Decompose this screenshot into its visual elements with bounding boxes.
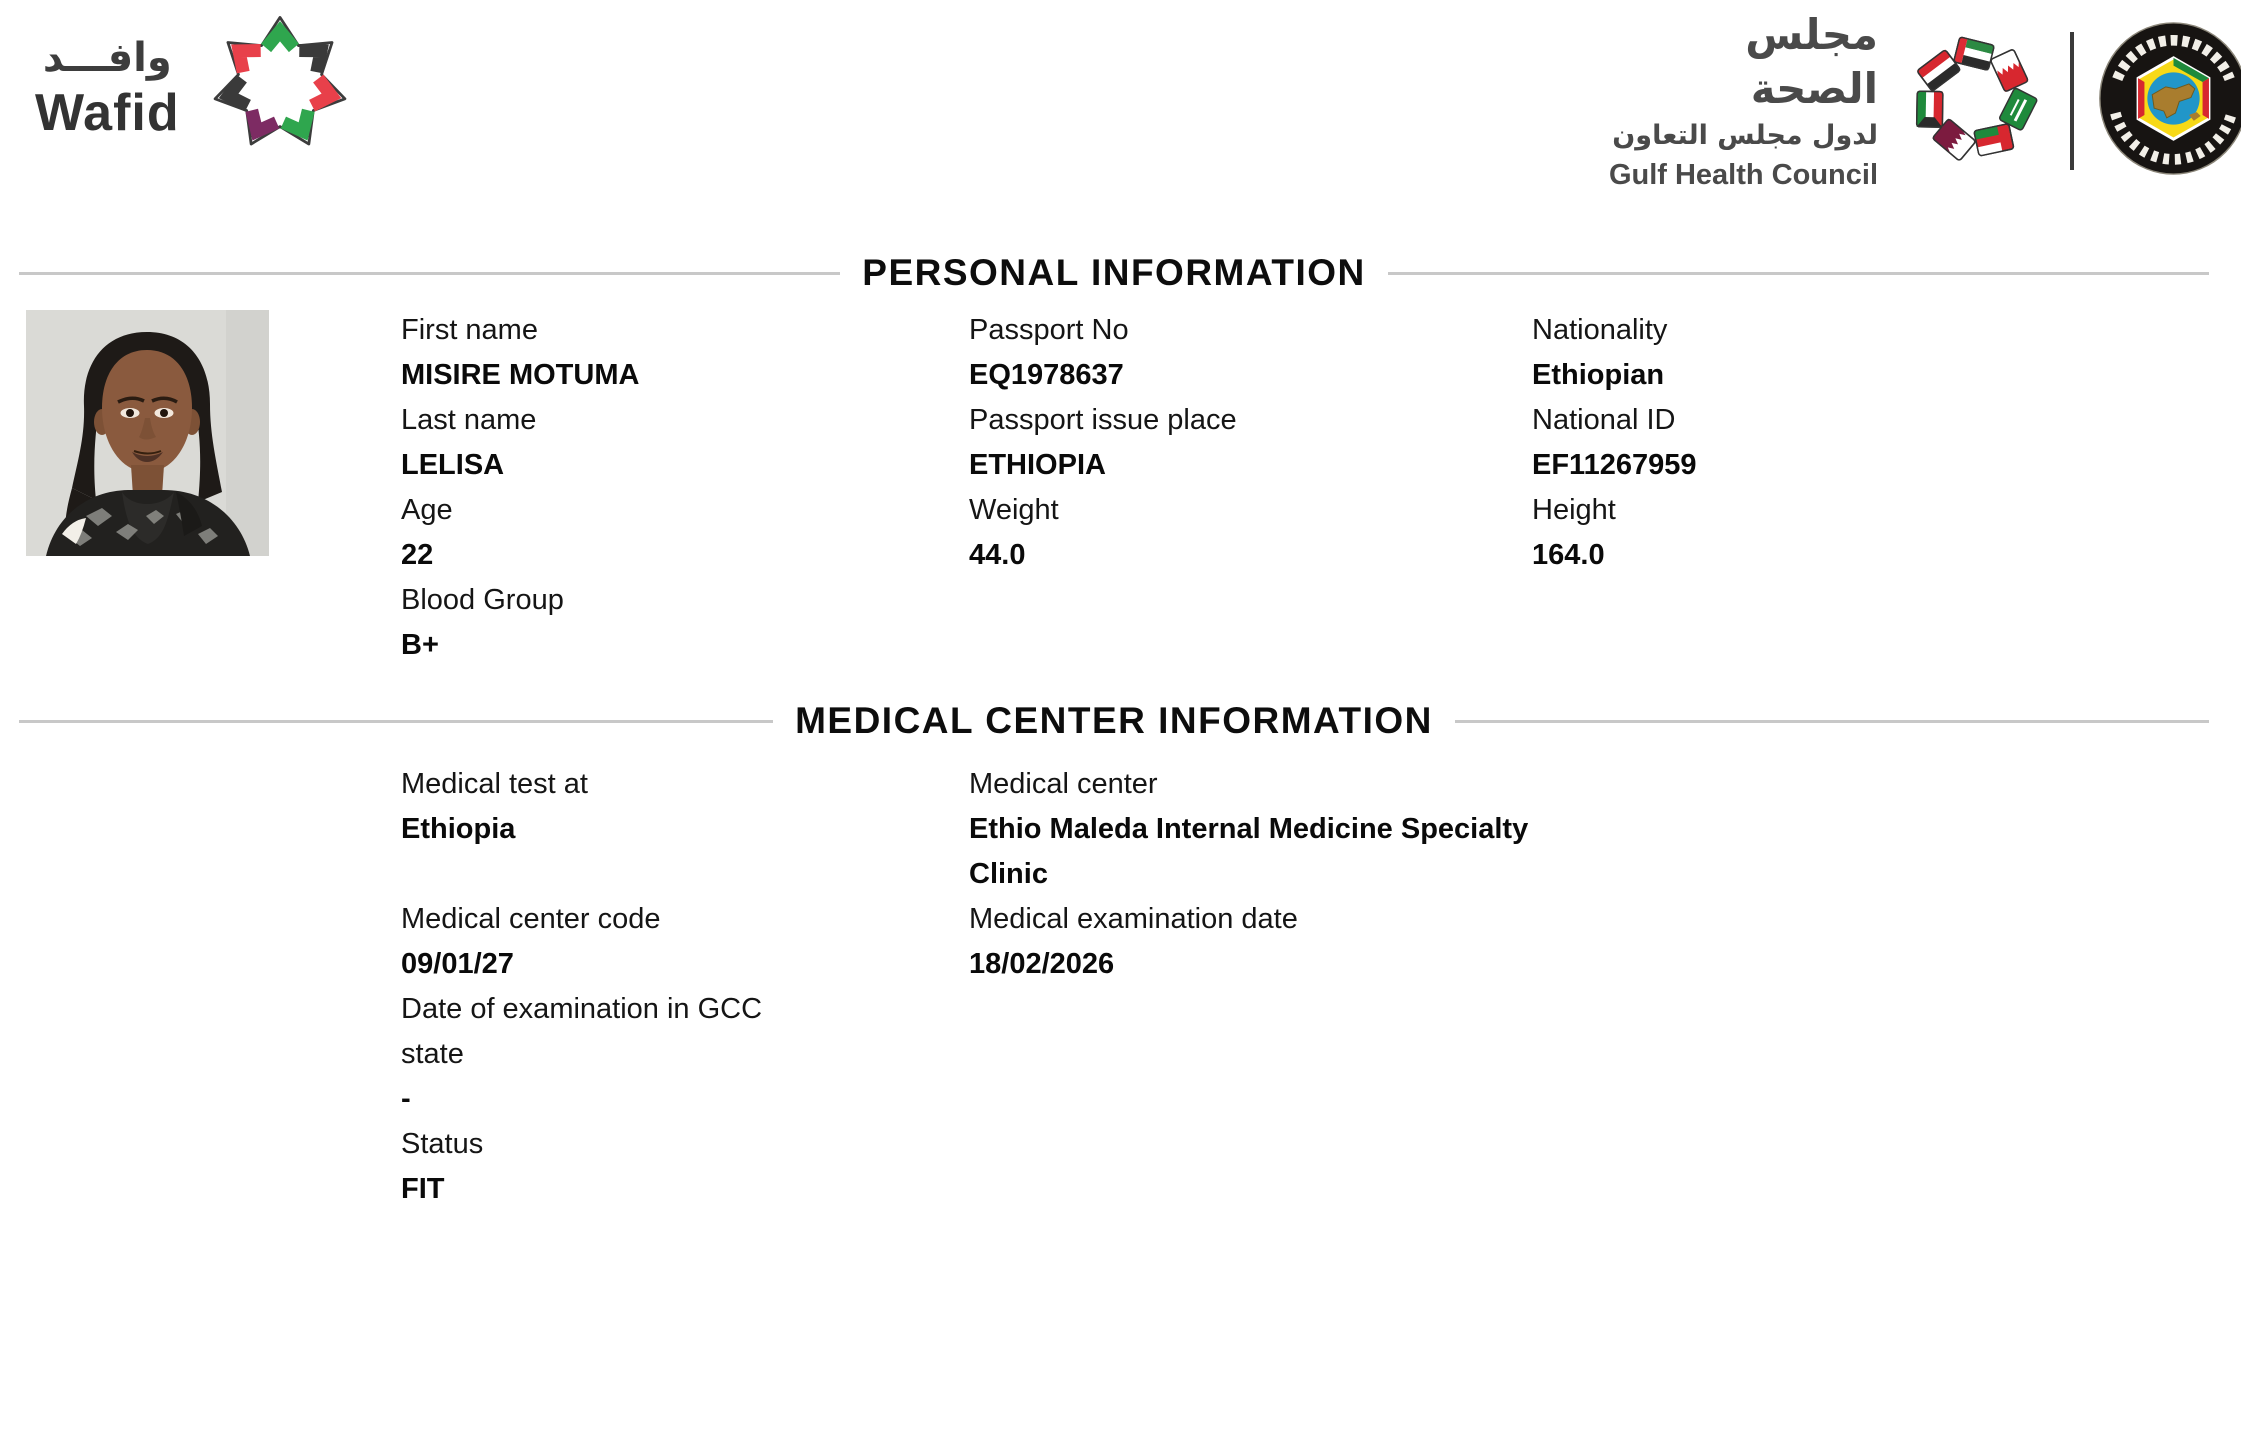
medical-section-header xyxy=(19,700,2209,742)
field-value: 164.0 xyxy=(1532,539,1605,571)
field-value: Ethiopia xyxy=(401,813,516,845)
gulf-health-council-logo xyxy=(1606,8,2241,194)
wafid-arabic-text: وافـــد xyxy=(42,34,172,81)
personal-section-header xyxy=(19,252,2209,294)
wafid-latin-text: Wafid xyxy=(35,83,180,142)
medical-fields xyxy=(401,762,1529,1212)
field-label: Status xyxy=(401,1128,484,1160)
ghc-arabic-subtitle: لدول مجلس التعاون xyxy=(1612,120,1878,151)
field-label: Age xyxy=(401,494,453,526)
medical-cell xyxy=(401,762,801,897)
medical-cell-empty xyxy=(969,1122,1529,1212)
field-value: MISIRE MOTUMA xyxy=(401,359,640,391)
field-label: Medical examination date xyxy=(969,903,1298,935)
field-value: - xyxy=(401,1083,411,1115)
rule-right xyxy=(1388,272,2209,275)
gcc-emblem-icon xyxy=(2096,21,2241,181)
logo-divider xyxy=(2070,32,2074,170)
personal-section-title: PERSONAL INFORMATION xyxy=(862,252,1366,293)
field-label: Passport No xyxy=(969,314,1129,346)
header xyxy=(0,0,2241,191)
wafid-logo xyxy=(35,10,354,163)
rule-left xyxy=(19,720,773,723)
ghc-arabic-title: مجلس الصحة xyxy=(1745,10,1878,113)
wafid-wordmark xyxy=(35,32,180,142)
personal-column-1 xyxy=(401,308,901,668)
medical-cell-empty xyxy=(969,987,1529,1122)
field-label: First name xyxy=(401,314,538,346)
wafid-star-icon xyxy=(206,10,354,163)
field-value: 18/02/2026 xyxy=(969,948,1115,980)
medical-cell xyxy=(401,1122,801,1212)
field-value: EF11267959 xyxy=(1532,449,1697,481)
ghc-flags-star-icon xyxy=(1900,25,2048,178)
field-label: Height xyxy=(1532,494,1616,526)
field-value: 09/01/27 xyxy=(401,948,514,980)
field-label: Nationality xyxy=(1532,314,1668,346)
ghc-english-title: Gulf Health Council xyxy=(1608,159,1878,191)
field-value: Ethiopian xyxy=(1532,359,1665,391)
personal-fields xyxy=(401,308,2172,668)
medical-cell xyxy=(969,897,1529,987)
field-value: EQ1978637 xyxy=(969,359,1124,391)
field-label: Medical center xyxy=(969,768,1158,800)
field-value: Ethio Maleda Internal Medicine Specialty Clinic xyxy=(969,813,1529,890)
field-label: Weight xyxy=(969,494,1059,526)
personal-column-2 xyxy=(969,308,1464,668)
medical-cell xyxy=(401,987,801,1122)
field-label: National ID xyxy=(1532,404,1676,436)
field-value: B+ xyxy=(401,629,439,661)
field-label: Passport issue place xyxy=(969,404,1237,436)
field-label: Date of examination in GCC state xyxy=(401,993,763,1070)
field-label: Medical test at xyxy=(401,768,588,800)
rule-right xyxy=(1455,720,2209,723)
personal-column-3 xyxy=(1532,308,2172,668)
field-label: Last name xyxy=(401,404,537,436)
field-value: ETHIOPIA xyxy=(969,449,1106,481)
field-value: 44.0 xyxy=(969,539,1026,571)
field-value: LELISA xyxy=(401,449,505,481)
field-label: Blood Group xyxy=(401,584,564,616)
applicant-photo xyxy=(26,310,269,556)
medical-cell xyxy=(401,897,801,987)
field-label: Medical center code xyxy=(401,903,661,935)
medical-section-title: MEDICAL CENTER INFORMATION xyxy=(795,700,1433,741)
status-value: FIT xyxy=(401,1173,445,1205)
rule-left xyxy=(19,272,840,275)
ghc-wordmark xyxy=(1606,8,1878,194)
medical-cell xyxy=(969,762,1529,897)
field-value: 22 xyxy=(401,539,434,571)
